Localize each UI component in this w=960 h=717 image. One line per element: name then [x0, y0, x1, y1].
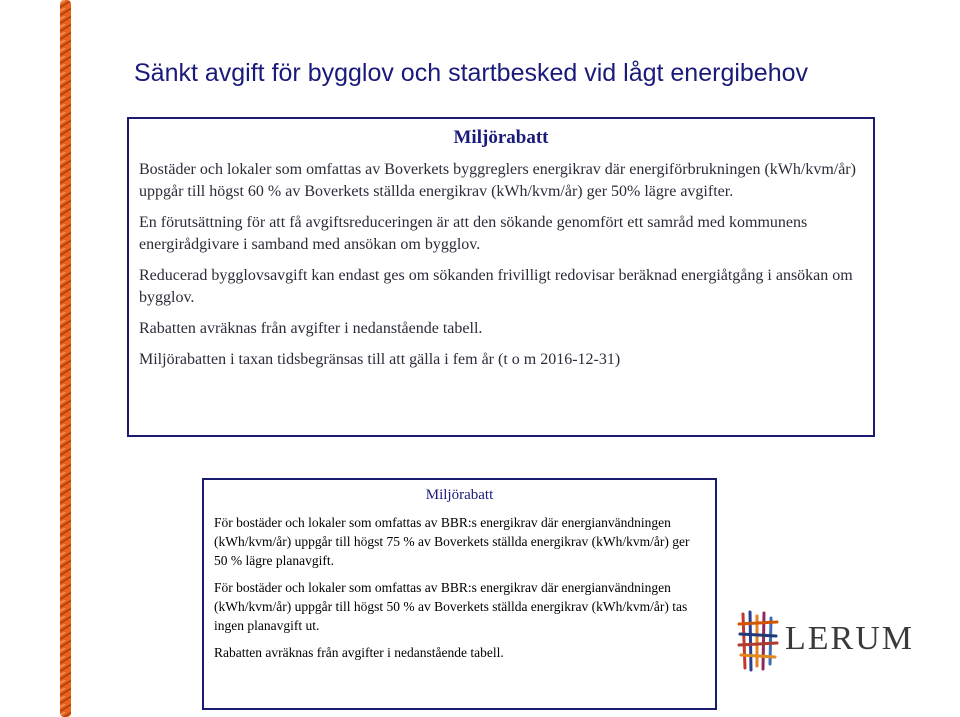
- miljorabatt-plan-box: [202, 478, 717, 710]
- paragraph-consultation: En förutsättning för att få avgiftsreduceringen är att den sökande genomfört ett samråd med kommunens energirådgivare i samband med ansökan om bygglov.: [139, 214, 808, 253]
- page-title: Sänkt avgift för bygglov och startbesked vid lågt energibehov: [134, 59, 809, 87]
- miljorabatt-box: [127, 117, 875, 437]
- box-heading: Miljörabatt: [425, 487, 494, 503]
- paragraph-reduced-fee: Reducerad bygglovsavgift kan endast ges om sökanden frivilligt redovisar beräknad energiåtgång i ansökan om bygglov.: [139, 267, 853, 306]
- lerum-weave-icon: [737, 610, 779, 672]
- paragraph-discount: Rabatten avräknas från avgifter i nedanstående tabell.: [214, 645, 504, 660]
- lerum-logo: [737, 610, 914, 672]
- paragraph-discount: Rabatten avräknas från avgifter i nedanstående tabell.: [139, 320, 483, 337]
- paragraph-50-percent: För bostäder och lokaler som omfattas av BBR:s energikrav där energianvändningen (kWh/kvm/år) uppgår till högst 50 % av Boverkets ställda energikrav (kWh/kvm/år) tas ingen planavgift ut.: [214, 580, 688, 633]
- decorative-rope: [59, 0, 72, 717]
- paragraph-75-percent: För bostäder och lokaler som omfattas av BBR:s energikrav där energianvändningen (kWh/kvm/år) uppgår till högst 75 % av Boverkets ställda energikrav (kWh/kvm/år) ger 50 % lägre planavgift.: [214, 515, 690, 568]
- lerum-logo-text: LERUM: [785, 620, 914, 657]
- paragraph-time-limit: Miljörabatten i taxan tidsbegränsas till att gälla i fem år (t o m 2016-12-31): [139, 351, 621, 368]
- paragraph-energy-requirement: Bostäder och lokaler som omfattas av Boverkets byggreglers energikrav där energiförbrukningen (kWh/kvm/år) uppgår till högst 60 % av Boverkets ställda energikrav (kWh/kvm/år) ger 50% lägre avgifter.: [139, 161, 856, 200]
- box-heading: Miljörabatt: [453, 127, 549, 148]
